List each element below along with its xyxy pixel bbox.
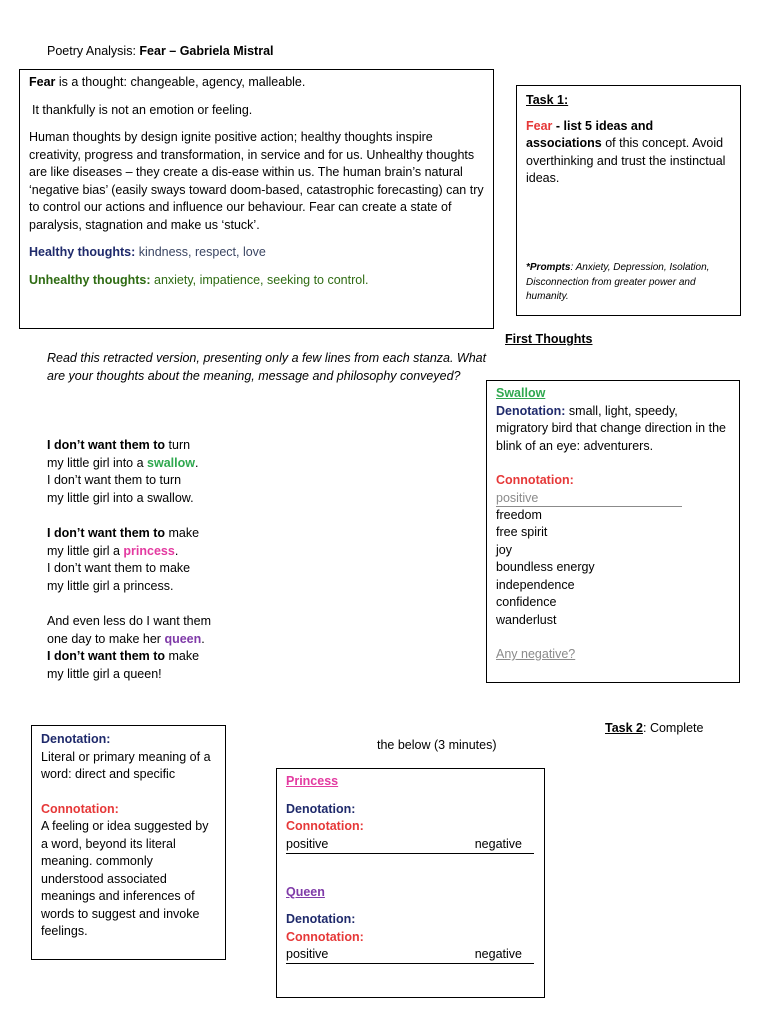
queen-positive-negative-line: positive negative (286, 946, 534, 964)
task1-prompts: *Prompts: Anxiety, Depression, Isolation, Disconnection from greater power and humanity. (526, 262, 710, 302)
task1-box (516, 85, 741, 316)
list-item: joy (496, 542, 512, 557)
list-item: independence (496, 577, 575, 592)
definition-denotation-text: Literal or primary meaning of a word: direct and specific (41, 749, 211, 781)
list-item: boundless energy (496, 560, 595, 574)
queen-connotation: Connotation: (286, 929, 364, 944)
stanza-2: I don’t want them to make my little girl a princess. I don’t want them to make my little girl a princess. (47, 526, 200, 593)
swallow-denotation: Denotation: small, light, speedy, migratory bird that change direction in the blink of an eye: adventurers. (496, 403, 726, 453)
task2-instruction: the below (3 minutes) (377, 738, 497, 752)
fear-not-emotion: It thankfully is not an emotion or feeling. (32, 102, 253, 117)
swallow-connotation-label: Connotation: (496, 473, 574, 487)
swallow-positive: positive (496, 490, 682, 507)
unhealthy-thoughts: Unhealthy thoughts: anxiety, impatience, seeking to control. (29, 272, 369, 287)
swallow-any-negative: Any negative? (496, 647, 576, 661)
definition-denotation-label: Denotation: (41, 732, 111, 746)
swallow-connotation-list (496, 507, 730, 630)
swallow-box (486, 380, 740, 683)
list-item: wanderlust (496, 612, 557, 627)
fear-explanation: Human thoughts by design ignite positive action; healthy thoughts inspire creativity, progress and transformation, in service and for us. Unhealthy thoughts are like diseases – they create a dis-ease within us. The human brain’s natural ‘negative bias’ (easily sways toward doom-based, catastrophic forecasting) can try to control our actions and influence our behaviour. Fear can create a state of paralysis, stagnation and make us ‘stuck’. (29, 130, 484, 232)
stanza-1: I don’t want them to turn my little girl into a swallow. I don’t want them to turn my little girl into a swallow. (47, 438, 199, 505)
queen-title: Queen (286, 884, 325, 899)
stanza-3: And even less do I want them one day to make her queen. I don’t want them to make my little girl a queen! (47, 614, 211, 681)
fear-intro: Fear is a thought: changeable, agency, malleable. (29, 75, 306, 89)
task1-title: Task 1: (526, 93, 569, 107)
swallow-title: Swallow (496, 386, 546, 400)
definition-connotation-text: A feeling or idea suggested by a word, beyond its literal meaning. commonly understood associated meanings and inferences of words to suggest and invoke feelings. (41, 819, 209, 938)
poem-intro: Read this retracted version, presenting only a few lines from each stanza. What are your thoughts about the meaning, message and philosophy conveyed? (47, 351, 487, 383)
words-box (276, 768, 545, 998)
first-thoughts-heading: First Thoughts (505, 332, 593, 346)
princess-positive-negative-line: positive negative (286, 836, 534, 854)
queen-denotation: Denotation: (286, 912, 356, 926)
page-title: Poetry Analysis: Fear – Gabriela Mistral (47, 44, 274, 58)
fear-definition-box (19, 69, 494, 329)
definitions-box (31, 725, 226, 960)
task1-instruction: Fear - list 5 ideas and associations of this concept. Avoid overthinking and trust the instinctual ideas. (526, 118, 726, 185)
list-item: confidence (496, 595, 557, 609)
list-item: free spirit (496, 525, 548, 539)
task2-heading: Task 2: Complete (605, 721, 704, 735)
poem (47, 437, 277, 683)
princess-connotation: Connotation: (286, 819, 364, 833)
healthy-thoughts: Healthy thoughts: kindness, respect, love (29, 245, 266, 259)
definition-connotation-label: Connotation: (41, 801, 119, 816)
list-item: freedom (496, 507, 542, 522)
princess-title: Princess (286, 774, 339, 788)
princess-denotation: Denotation: (286, 801, 356, 816)
